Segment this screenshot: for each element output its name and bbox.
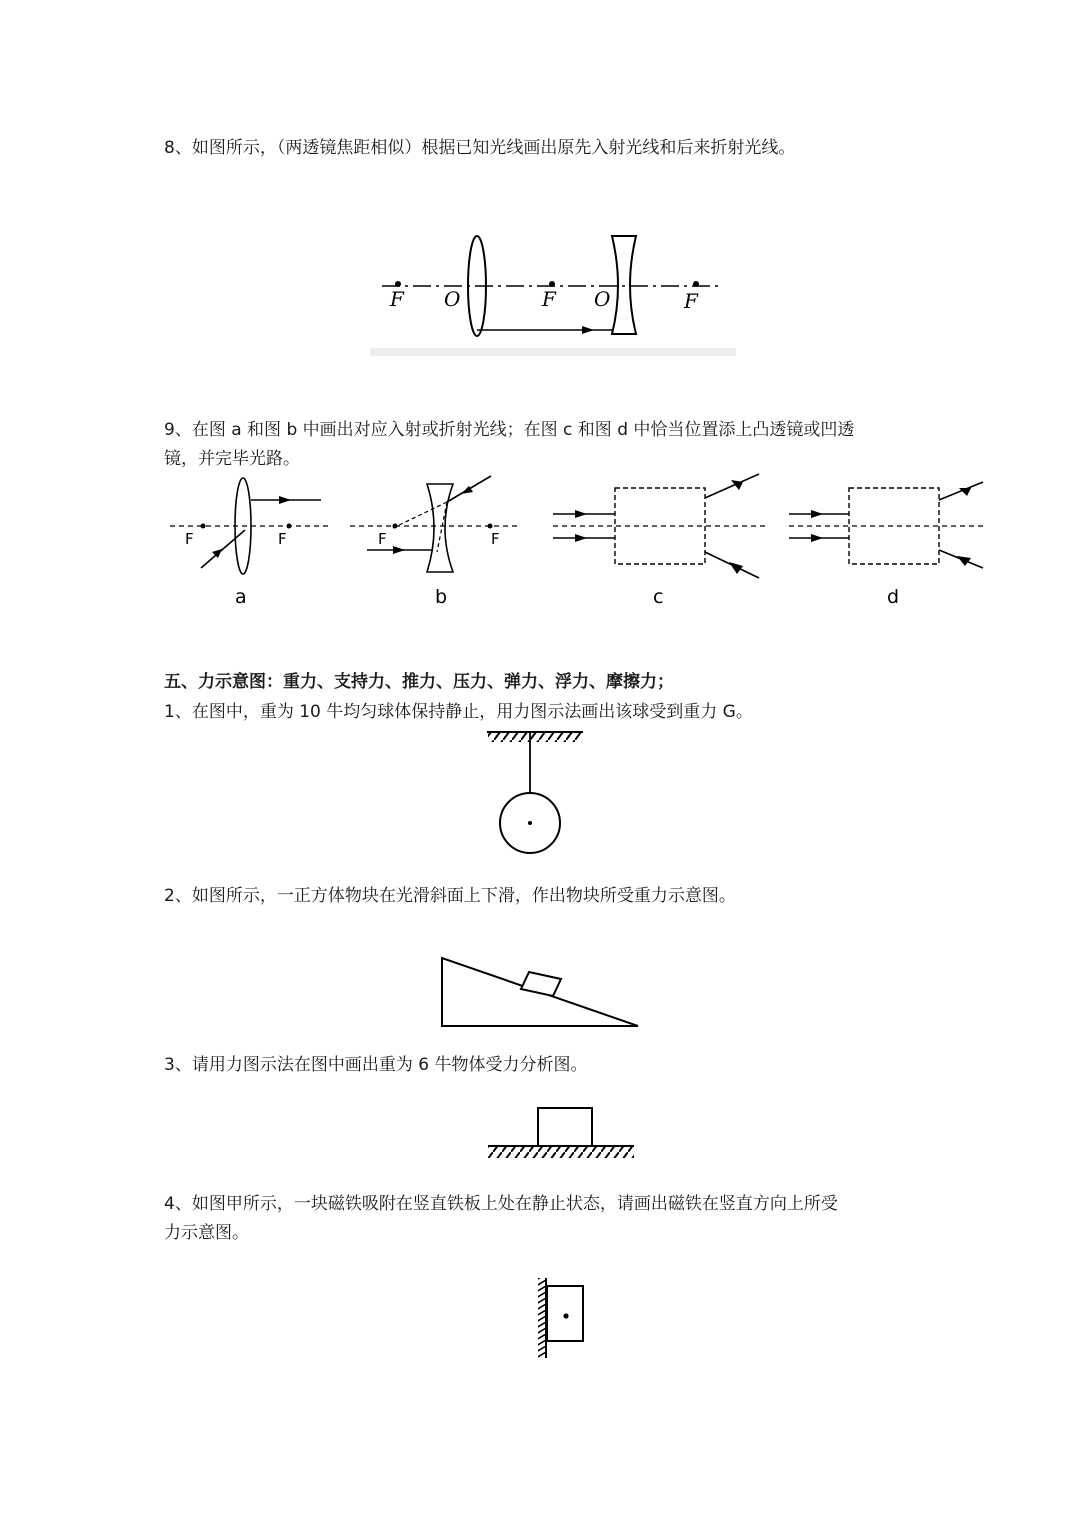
caption-a: a	[235, 586, 247, 608]
focal-point	[693, 281, 699, 287]
label-f: F	[185, 530, 194, 548]
section5-heading: 五、力示意图：重力、支持力、推力、压力、弹力、浮力、摩擦力；	[164, 672, 674, 692]
q2-text: 2、如图所示，一正方体物块在光滑斜面上下滑，作出物块所受重力示意图。	[164, 886, 736, 906]
concave-lens	[612, 236, 636, 334]
center-dot	[563, 1313, 568, 1318]
q4-text-line2: 力示意图。	[164, 1223, 249, 1243]
q3-block-on-ground	[484, 1104, 639, 1164]
figure-a	[170, 478, 330, 608]
q1-text: 1、在图中，重为 10 牛均匀球体保持静止，用力图示法画出该球受到重力 G。	[164, 702, 753, 722]
magnet	[547, 1286, 583, 1341]
q4-text-line1: 4、如图甲所示，一块磁铁吸附在竖直铁板上处在静止状态，请画出磁铁在竖直方向上所受	[164, 1194, 838, 1214]
scan-shadow	[370, 348, 736, 356]
label-f: F	[542, 287, 556, 311]
label-f: F	[378, 530, 387, 548]
block	[521, 972, 561, 996]
concave-lens	[427, 484, 453, 572]
caption-c: c	[653, 586, 664, 608]
caption-b: b	[435, 586, 448, 608]
label-o: O	[444, 287, 461, 311]
q8-lens-diagram	[370, 230, 740, 360]
figure-b	[350, 476, 520, 608]
q9-text-line1: 9、在图 a 和图 b 中画出对应入射或折射光线；在图 c 和图 d 中恰当位置添上凸透镜或凹透	[164, 420, 855, 440]
label-f: F	[278, 530, 287, 548]
q1-hanging-ball	[485, 728, 585, 863]
block	[538, 1108, 592, 1146]
ray-arrow	[582, 326, 594, 334]
figure-c	[553, 474, 769, 608]
caption-d: d	[887, 586, 900, 608]
q9-text-line2: 镜，并完毕光路。	[164, 449, 300, 469]
center-dot	[528, 821, 532, 825]
label-o: O	[594, 287, 611, 311]
figure-d	[789, 482, 987, 608]
label-f: F	[684, 289, 698, 313]
label-f: F	[491, 530, 500, 548]
q4-magnet-on-plate	[536, 1274, 591, 1362]
q8-text: 8、如图所示，（两透镜焦距相似）根据已知光线画出原先入射光线和后来折射光线。	[164, 138, 796, 158]
q2-incline	[438, 952, 643, 1032]
q3-text: 3、请用力图示法在图中画出重为 6 牛物体受力分析图。	[164, 1055, 588, 1075]
q9-figures	[165, 470, 995, 610]
label-f: F	[390, 287, 404, 311]
